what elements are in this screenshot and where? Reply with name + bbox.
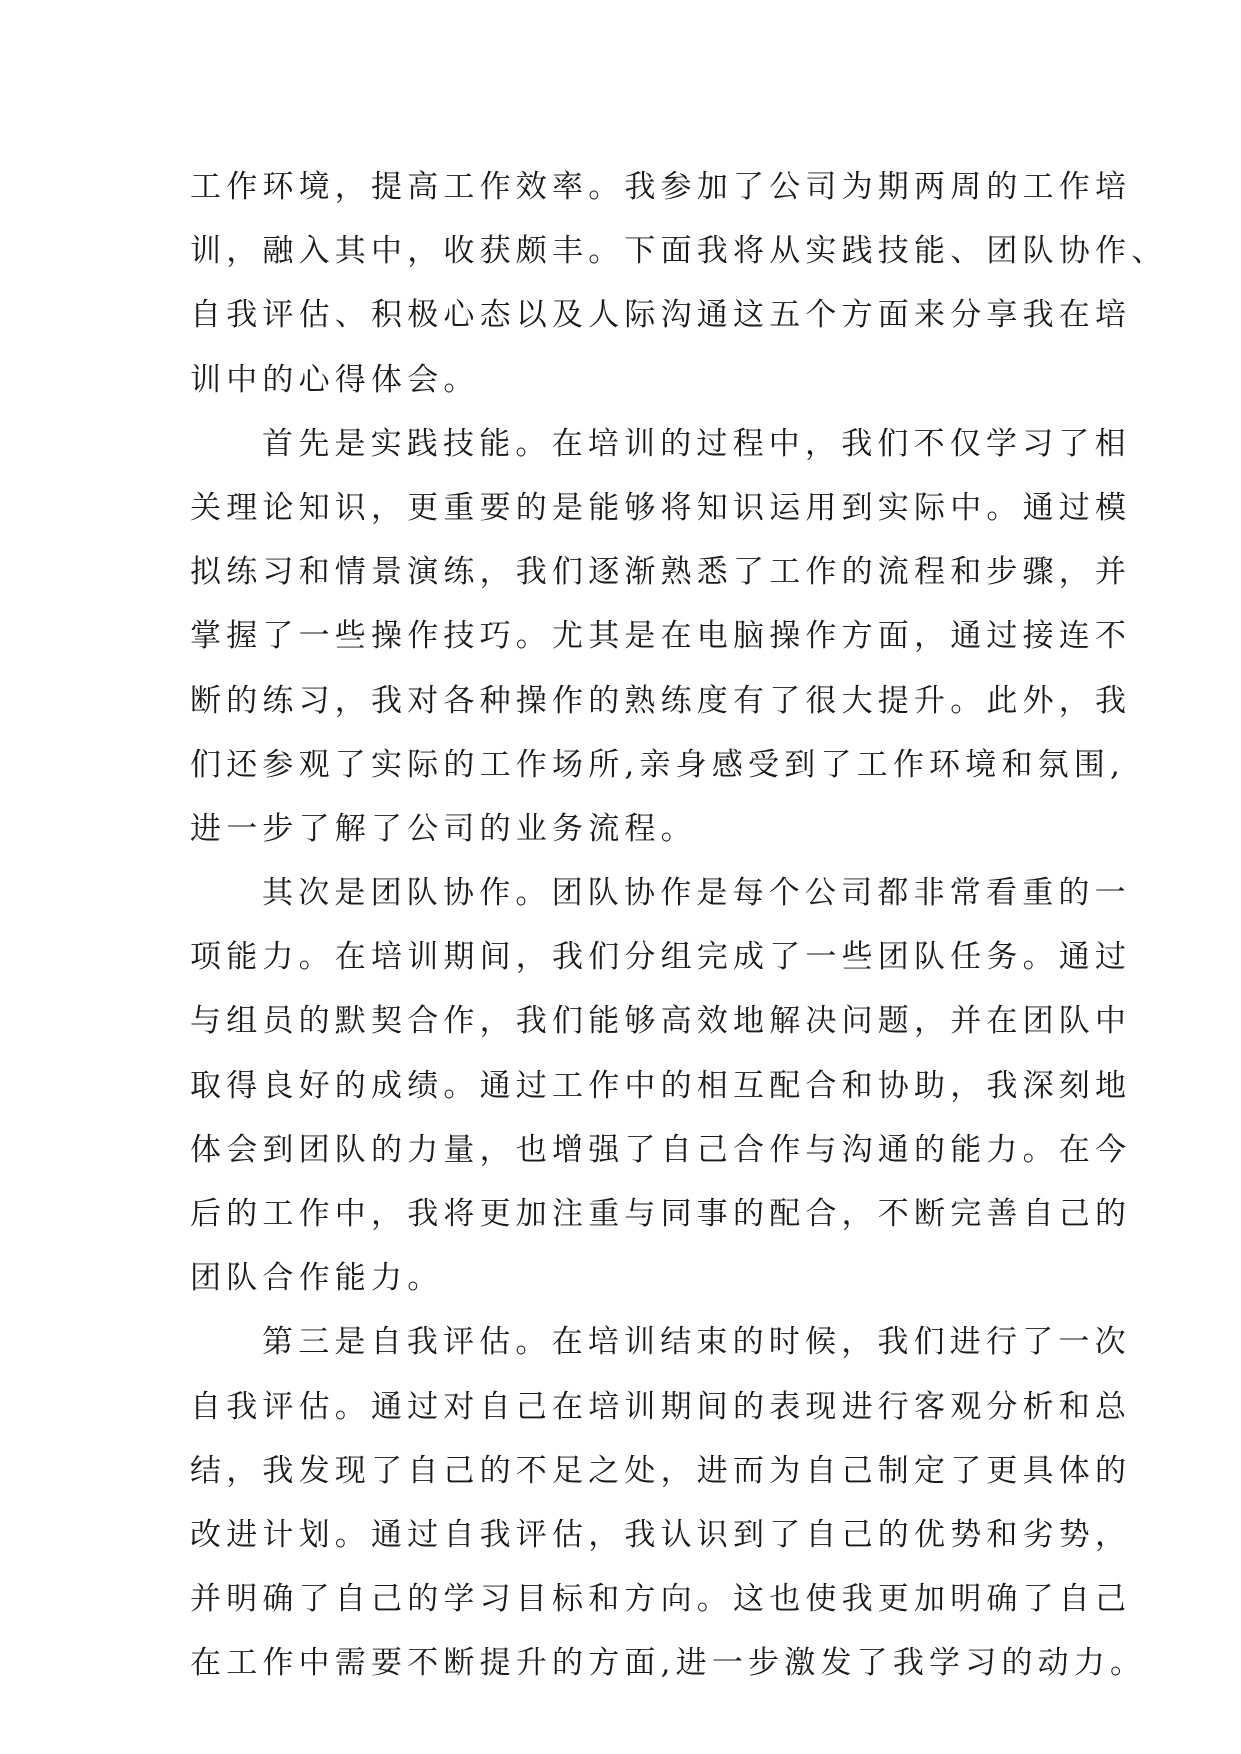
document-body [190, 155, 1168, 1696]
text-line: 进一步了解了公司的业务流程。 [190, 810, 697, 847]
text-line: 掌握了一些操作技巧。尤其是在电脑操作方面，通过接连不 [190, 618, 1132, 655]
text-line: 项能力。在培训期间，我们分组完成了一些团队任务。通过 [190, 939, 1132, 976]
text-line: 并明确了自己的学习目标和方向。这也使我更加明确了自己 [190, 1581, 1132, 1618]
text-line: 改进计划。通过自我评估，我认识到了自己的优势和劣势， [190, 1516, 1132, 1553]
text-line: 自我评估。通过对自己在培训期间的表现进行客观分析和总 [190, 1388, 1132, 1425]
text-line: 在工作中需要不断提升的方面,进一步激发了我学习的动力。 [190, 1645, 1147, 1682]
text-line: 团队合作能力。 [190, 1260, 444, 1297]
paragraph-first-line: 首先是实践技能。在培训的过程中，我们不仅学习了相 [262, 425, 1131, 462]
text-line: 后的工作中，我将更加注重与同事的配合，不断完善自己的 [190, 1196, 1132, 1232]
text-line: 体会到团队的力量，也增强了自己合作与沟通的能力。在今 [190, 1131, 1132, 1168]
text-line: 与组员的默契合作，我们能够高效地解决问题，并在团队中 [190, 1003, 1132, 1040]
text-line: 拟练习和情景演练，我们逐渐熟悉了工作的流程和步骤，并 [190, 554, 1132, 591]
text-line: 取得良好的成绩。通过工作中的相互配合和协助，我深刻地 [190, 1067, 1132, 1104]
paragraph-first-line: 第三是自我评估。在培训结束的时候，我们进行了一次 [262, 1324, 1131, 1361]
text-line: 工作环境，提高工作效率。我参加了公司为期两周的工作培 [190, 169, 1132, 205]
text-line: 自我评估、积极心态以及人际沟通这五个方面来分享我在培 [190, 297, 1132, 334]
text-line: 结，我发现了自己的不足之处，进而为自己制定了更具体的 [190, 1452, 1132, 1489]
text-line: 训，融入其中，收获颇丰。下面我将从实践技能、团队协作、 [190, 233, 1168, 270]
text-line: 们还参观了实际的工作场所,亲身感受到了工作环境和氛围, [190, 746, 1126, 783]
text-line: 断的练习，我对各种操作的熟练度有了很大提升。此外，我 [190, 682, 1132, 719]
text-line: 关理论知识，更重要的是能够将知识运用到实际中。通过模 [190, 489, 1132, 526]
text-line: 训中的心得体会。 [190, 361, 480, 398]
paragraph-first-line: 其次是团队协作。团队协作是每个公司都非常看重的一 [262, 875, 1131, 912]
